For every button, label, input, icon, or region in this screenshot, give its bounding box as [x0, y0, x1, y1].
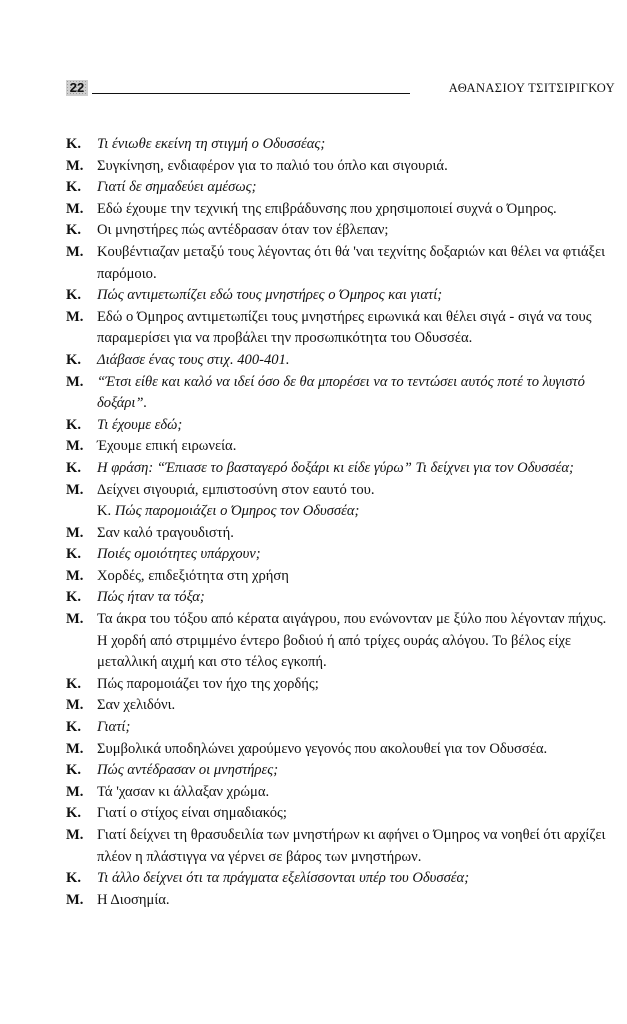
dialogue-text: Έχουμε επική ειρωνεία.	[97, 438, 237, 455]
dialogue-line	[66, 307, 614, 350]
dialogue-line	[66, 220, 614, 242]
dialogue-line	[66, 825, 614, 868]
dialogue-line	[66, 415, 614, 437]
dialogue-text: Διάβασε ένας τους στιχ. 400-401.	[97, 351, 290, 368]
dialogue-line	[66, 674, 614, 696]
dialogue-text: Πώς παρομοιάζει τον ήχο της χορδής;	[97, 675, 319, 692]
speaker-label: Μ.	[66, 243, 84, 260]
dialogue-body	[66, 134, 614, 911]
dialogue-line	[66, 609, 614, 674]
dialogue-line	[66, 868, 614, 890]
dialogue-line	[66, 782, 614, 804]
dialogue-text: Γιατί δε σημαδεύει αμέσως;	[97, 179, 257, 196]
dialogue-text: Σαν χελιδόνι.	[97, 697, 176, 714]
speaker-label: Μ.	[66, 308, 84, 325]
speaker-label: Κ.	[66, 675, 81, 692]
speaker-label: Μ.	[66, 827, 84, 843]
dialogue-line	[66, 523, 614, 545]
dialogue-text: Σαν καλό τραγουδιστή.	[97, 524, 234, 541]
dialogue-text: Κουβέντιαζαν μεταξύ τους λέγοντας ότι θά 'ναι τεχνίτης δοξαριών και θέλει να φτιάξει παρόμοιο.	[97, 243, 606, 282]
dialogue-text: Τι έχουμε εδώ;	[97, 416, 183, 433]
dialogue-text: Εδώ έχουμε την τεχνική της επιβράδυνσης που χρησιμοποιεί συχνά ο Όμηρος.	[97, 200, 557, 217]
running-head-author: ΑΘΑΝΑΣΙΟΥ ΤΣΙΤΣΙΡΙΓΚΟΥ	[448, 81, 615, 95]
speaker-label: Κ.	[66, 459, 81, 476]
dialogue-line	[66, 285, 614, 307]
page-header	[66, 78, 615, 100]
dialogue-line	[66, 501, 614, 523]
dialogue-text: Γιατί ο στίχος είναι σημαδιακός;	[97, 805, 287, 822]
dialogue-text: Γιατί δείχνει τη θρασυδειλία των μνηστήρων κι αφήνει ο Όμηρος να νοηθεί ότι αρχίζει πλέον η πλάστιγγα να γέρνει σε βάρος των μνηστήρων.	[97, 827, 606, 865]
speaker-label: Μ.	[66, 157, 84, 174]
dialogue-line	[66, 695, 614, 717]
dialogue-line	[66, 760, 614, 782]
dialogue-text: Τι ένιωθε εκείνη τη στιγμή ο Οδυσσέας;	[97, 136, 326, 152]
speaker-label: Μ.	[66, 611, 84, 628]
dialogue-text: Χορδές, επιδεξιότητα στη χρήση	[97, 567, 289, 584]
speaker-label: Κ.	[66, 589, 81, 606]
dialogue-line	[66, 134, 614, 156]
page-number: 22	[66, 80, 88, 96]
dialogue-line	[66, 372, 614, 415]
dialogue-text: Συμβολικά υποδηλώνει χαρούμενο γεγονός που ακολουθεί για τον Οδυσσέα.	[97, 740, 548, 757]
speaker-label: Κ.	[66, 136, 81, 152]
dialogue-text: Πώς αντιμετωπίζει εδώ τους μνηστήρες ο Όμηρος και γιατί;	[97, 287, 443, 304]
speaker-label: Κ.	[66, 546, 81, 563]
speaker-label: Μ.	[66, 697, 84, 714]
dialogue-text: Εδώ ο Όμηρος αντιμετωπίζει τους μνηστήρες ειρωνικά και θέλει σιγά - σιγά να τους παραμερίσει για να προβάλει την προσωπικότητα του Οδυσσέα.	[97, 308, 592, 347]
dialogue-text	[97, 501, 614, 523]
dialogue-line	[66, 803, 614, 825]
speaker-label: Μ.	[66, 438, 84, 455]
speaker-label: Μ.	[66, 567, 84, 584]
dialogue-text: Τα άκρα του τόξου από κέρατα αιγάγρου, που ενώνονταν με ξύλο που λέγονταν πήχυς. Η χορδή από στριμμένο έντερο βοδιού ή από τρίχες ουράς αλόγου. Το βέλος είχε μεταλλική αιχμή και στο τέλος εγκοπή.	[97, 611, 607, 671]
dialogue-line	[66, 436, 614, 458]
speaker-label: Κ.	[66, 719, 81, 736]
dialogue-text: Η φράση: “Έπιασε το βασταγερό δοξάρι κι είδε γύρω” Τι δείχνει για τον Οδυσσέα;	[97, 459, 574, 476]
dialogue-text: “Έτσι είθε και καλό να ιδεί όσο δε θα μπορέσει να το τεντώσει αυτός ποτέ το λυγιστό δοξάρι”.	[97, 373, 585, 412]
dialogue-line	[66, 566, 614, 588]
dialogue-text: Πώς αντέδρασαν οι μνηστήρες;	[97, 762, 279, 779]
dialogue-text: Δείχνει σιγουριά, εμπιστοσύνη στον εαυτό του.	[97, 481, 375, 498]
dialogue-line	[66, 242, 614, 285]
dialogue-text: Τι άλλο δείχνει ότι τα πράγματα εξελίσσονται υπέρ του Οδυσσέα;	[97, 870, 470, 887]
dialogue-text: Οι μνηστήρες πώς αντέδρασαν όταν τον έβλεπαν;	[97, 222, 389, 239]
dialogue-line	[66, 480, 614, 502]
dialogue-text: Ποιές ομοιότητες υπάρχουν;	[97, 546, 261, 563]
dialogue-line	[66, 587, 614, 609]
speaker-label: Μ.	[66, 524, 84, 541]
dialogue-line	[66, 717, 614, 739]
speaker-label: Μ.	[66, 373, 84, 390]
dialogue-line	[66, 177, 614, 199]
dialogue-text: Η Διοσημία.	[97, 891, 170, 908]
speaker-label: Κ.	[66, 870, 81, 887]
speaker-label: Μ.	[66, 740, 84, 757]
speaker-label: Μ.	[66, 891, 84, 908]
dialogue-text: Πώς ήταν τα τόξα;	[97, 589, 205, 606]
inline-speaker-label: Κ.	[97, 503, 112, 520]
dialogue-text: Γιατί;	[97, 719, 131, 736]
dialogue-line	[66, 890, 614, 912]
speaker-label: Κ.	[66, 222, 81, 239]
dialogue-line	[66, 199, 614, 221]
dialogue-line	[66, 739, 614, 761]
dialogue-line	[66, 350, 614, 372]
dialogue-line	[66, 156, 614, 178]
dialogue-line	[66, 544, 614, 566]
speaker-label: Κ.	[66, 179, 81, 196]
speaker-label: Μ.	[66, 481, 84, 498]
speaker-label: Μ.	[66, 783, 84, 800]
question-text: Πώς παρομοιάζει ο Όμηρος τον Οδυσσέα;	[114, 503, 360, 520]
speaker-label: Κ.	[66, 351, 81, 368]
dialogue-text: Τά 'χασαν κι άλλαξαν χρώμα.	[97, 783, 270, 800]
speaker-label: Κ.	[66, 416, 81, 433]
speaker-label: Κ.	[66, 287, 81, 304]
speaker-label: Κ.	[66, 805, 81, 822]
dialogue-text: Συγκίνηση, ενδιαφέρον για το παλιό του όπλο και σιγουριά.	[97, 157, 448, 174]
speaker-label: Κ.	[66, 762, 81, 779]
dialogue-line	[66, 458, 614, 480]
header-rule	[92, 93, 410, 94]
speaker-label: Μ.	[66, 200, 84, 217]
